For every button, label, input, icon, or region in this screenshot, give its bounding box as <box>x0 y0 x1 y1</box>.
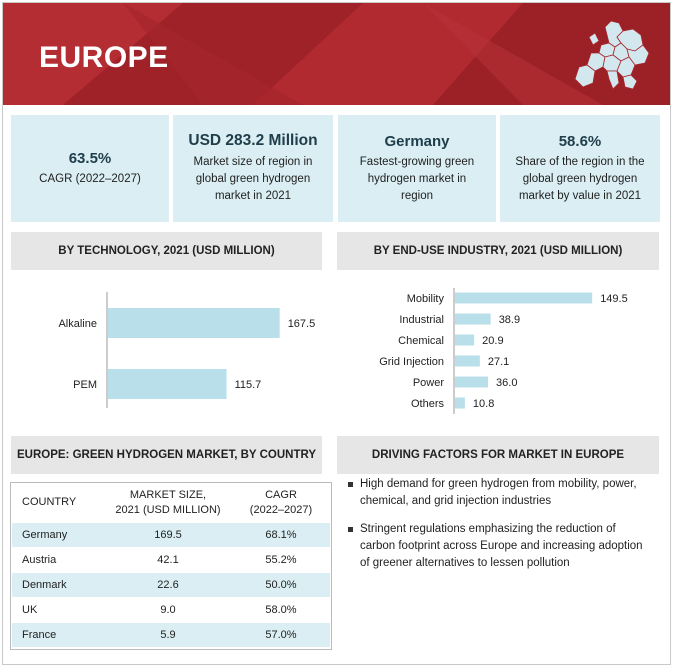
technology-bar-chart <box>11 278 331 418</box>
bar-value-label: 20.9 <box>482 335 504 347</box>
bar-mobility <box>455 293 592 304</box>
column-header-cagr-line1: CAGR <box>265 488 297 501</box>
country-cagr: 57.0% <box>232 622 330 647</box>
category-label: Chemical <box>398 335 444 347</box>
table-row <box>12 597 330 622</box>
kpi-region-share <box>500 115 660 222</box>
country-market-size: 42.1 <box>104 547 232 572</box>
column-header-country: COUNTRY <box>12 484 104 522</box>
kpi-fastest-market <box>338 115 496 222</box>
country-table <box>12 484 330 647</box>
end-use-bar-chart <box>337 282 659 418</box>
country-section-header: EUROPE: GREEN HYDROGEN MARKET, BY COUNTRY <box>11 436 322 474</box>
drivers-section-header: DRIVING FACTORS FOR MARKET IN EUROPE <box>337 436 659 474</box>
bar-others <box>455 398 465 409</box>
country-cagr: 50.0% <box>232 572 330 597</box>
end-use-section-header: BY END-USE INDUSTRY, 2021 (USD MILLION) <box>337 232 659 270</box>
region-banner <box>3 3 670 105</box>
bar-industrial <box>455 314 491 325</box>
country-name: France <box>12 622 104 647</box>
bullet-icon <box>348 482 353 487</box>
country-name: Denmark <box>12 572 104 597</box>
bar-chemical <box>455 335 474 346</box>
column-header-market-size-line1: MARKET SIZE, <box>129 488 207 501</box>
country-cagr: 68.1% <box>232 522 330 547</box>
bar-alkaline <box>108 308 280 338</box>
bar-value-label: 38.9 <box>498 314 521 326</box>
country-name: UK <box>12 597 104 622</box>
bullet-icon <box>348 527 353 532</box>
category-label: Industrial <box>399 314 444 326</box>
technology-section-header: BY TECHNOLOGY, 2021 (USD MILLION) <box>11 232 322 270</box>
kpi-market-size-label: Market size of region in global green hydrogen market in 2021 <box>193 156 313 202</box>
country-market-size: 169.5 <box>104 522 232 547</box>
bar-value-label: 167.5 <box>287 318 316 330</box>
list-item <box>346 521 646 572</box>
kpi-market-size <box>173 115 333 222</box>
bar-value-label: 27.1 <box>487 356 510 368</box>
country-name: Austria <box>12 547 104 572</box>
kpi-fastest-market-label: Fastest-growing green hydrogen market in region <box>359 155 475 202</box>
column-header-cagr-line2: (2022–2027) <box>249 503 313 516</box>
bar-grid-injection <box>455 356 480 367</box>
category-label: Alkaline <box>58 318 97 330</box>
kpi-fastest-market-value: Germany <box>384 132 450 150</box>
kpi-region-share-label: Share of the region in the global green hydrogen market by value in 2021 <box>515 155 645 202</box>
table-row <box>12 622 330 647</box>
country-market-size: 22.6 <box>104 572 232 597</box>
bar-value-label: 10.8 <box>472 398 495 410</box>
category-label: PEM <box>73 379 97 391</box>
category-label: Mobility <box>406 293 444 305</box>
country-market-size: 9.0 <box>104 597 232 622</box>
category-label: Others <box>410 398 444 410</box>
country-cagr: 58.0% <box>232 597 330 622</box>
column-header-market-size-line2: 2021 (USD MILLION) <box>115 503 221 516</box>
driver-text: High demand for green hydrogen from mobility, power, chemical, and grid injection industries <box>360 478 637 507</box>
bar-value-label: 115.7 <box>234 379 262 391</box>
kpi-cagr-value: 63.5% <box>68 149 112 167</box>
driving-factors-list <box>346 476 646 583</box>
europe-map-icon <box>571 17 651 97</box>
country-name: Germany <box>12 522 104 547</box>
bar-value-label: 36.0 <box>496 377 518 389</box>
category-label: Power <box>412 377 444 389</box>
list-item <box>346 476 646 510</box>
region-title: EUROPE <box>39 41 169 74</box>
kpi-cagr <box>11 115 169 222</box>
kpi-cagr-label: CAGR (2022–2027) <box>39 172 141 185</box>
country-cagr: 55.2% <box>232 547 330 572</box>
bar-pem <box>108 369 227 399</box>
bar-power <box>455 377 488 388</box>
kpi-region-share-value: 58.6% <box>558 132 602 150</box>
table-row <box>12 547 330 572</box>
category-label: Grid Injection <box>379 356 444 368</box>
table-header-row <box>12 484 330 522</box>
column-header-cagr <box>232 484 330 522</box>
column-header-market-size <box>104 484 232 522</box>
country-market-size: 5.9 <box>104 622 232 647</box>
bar-value-label: 149.5 <box>600 293 628 305</box>
kpi-market-size-value: USD 283.2 Million <box>188 132 318 149</box>
table-row <box>12 522 330 547</box>
driver-text: Stringent regulations emphasizing the reduction of carbon footprint across Europe and increasing adoption of greener alternatives to lessen pollution <box>360 523 643 569</box>
table-row <box>12 572 330 597</box>
